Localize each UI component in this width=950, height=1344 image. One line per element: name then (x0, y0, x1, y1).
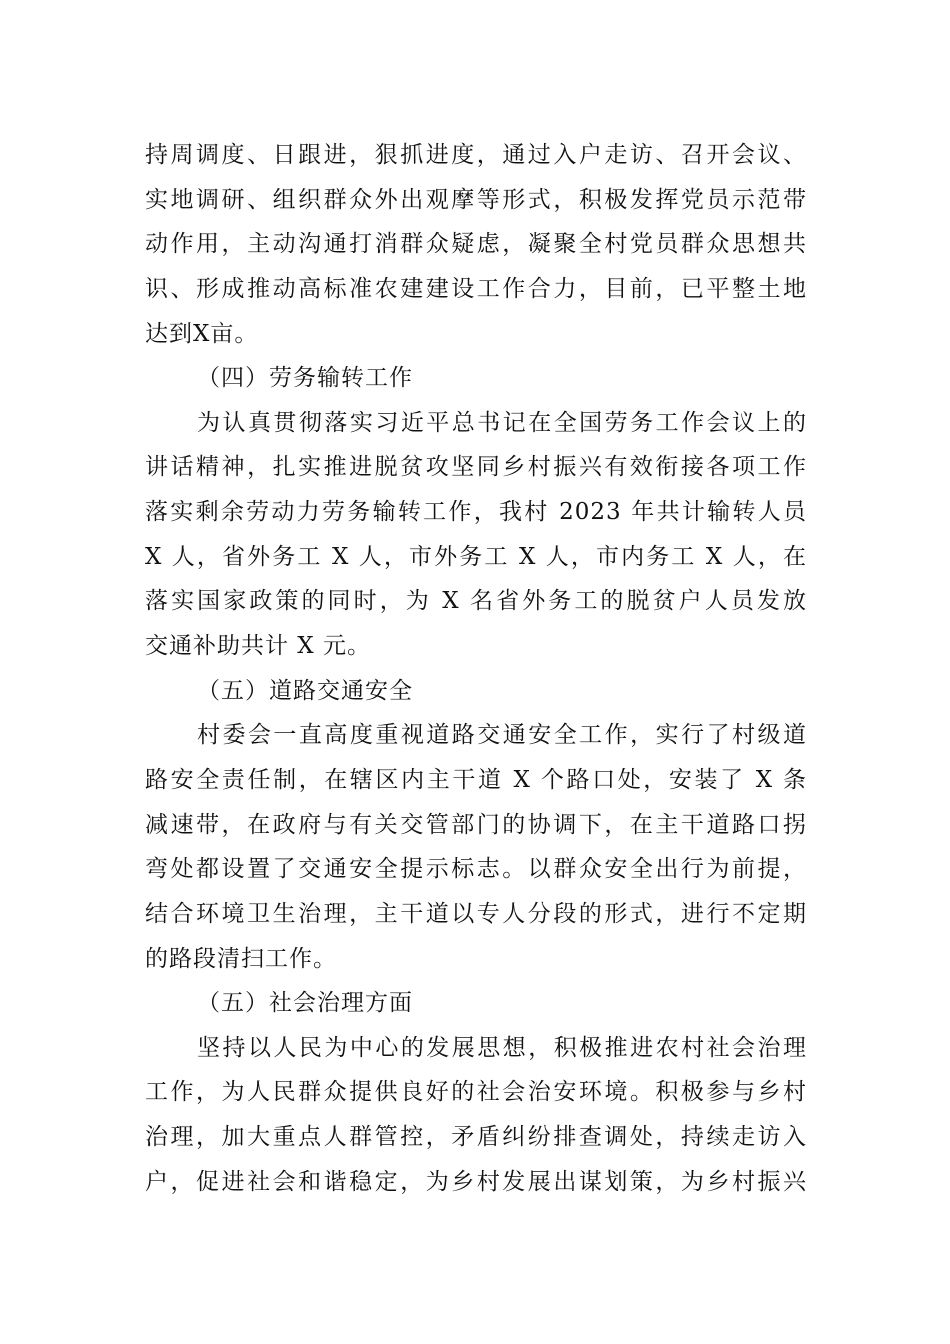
text-line: （五）道路交通安全 (197, 677, 413, 704)
text-line: 落实国家政策的同时，为 X 名省外务工的脱贫户人员发放 (145, 588, 807, 615)
section-heading (145, 356, 807, 401)
paragraph (145, 133, 807, 356)
text-line: 实地调研、组织群众外出观摩等形式，积极发挥党员示范带 (145, 186, 807, 213)
text-line: 识、形成推动高标准农建建设工作合力，目前，已平整土地 (145, 275, 807, 302)
text-line: 路安全责任制，在辖区内主干道 X 个路口处，安装了 X 条 (145, 766, 807, 793)
section-heading (145, 981, 807, 1026)
text-line: 户，促进社会和谐稳定，为乡村发展出谋划策，为乡村振兴 (145, 1168, 807, 1195)
text-line: 落实剩余劳动力劳务输转工作，我村 2023 年共计输转人员 (145, 499, 807, 526)
text-line: 的路段清扫工作。 (145, 945, 337, 972)
text-line: 持周调度、日跟进，狠抓进度，通过入户走访、召开会议、 (145, 142, 807, 168)
text-line: 交通补助共计 X 元。 (145, 633, 371, 660)
paragraph (145, 401, 807, 669)
text-line: 减速带，在政府与有关交管部门的协调下，在主干道路口拐 (145, 811, 807, 838)
text-line: 坚持以人民为中心的发展思想，积极推进农村社会治理 (197, 1034, 807, 1061)
text-line: 治理，加大重点人群管控，矛盾纠纷排查调处，持续走访入 (145, 1124, 807, 1151)
text-line: 弯处都设置了交通安全提示标志。以群众安全出行为前提， (145, 856, 807, 883)
text-line: 村委会一直高度重视道路交通安全工作，实行了村级道 (197, 722, 807, 749)
text-line: 动作用，主动沟通打消群众疑虑，凝聚全村党员群众思想共 (145, 231, 807, 258)
paragraph (145, 1026, 807, 1205)
text-line: （四）劳务输转工作 (197, 365, 413, 392)
text-line: 工作，为人民群众提供良好的社会治安环境。积极参与乡村 (145, 1079, 807, 1106)
text-line: X 人，省外务工 X 人，市外务工 X 人，市内务工 X 人，在 (145, 543, 807, 570)
paragraph (145, 713, 807, 981)
text-line: 达到X亩。 (145, 320, 259, 347)
section-heading (145, 669, 807, 714)
document-page (145, 133, 807, 1204)
text-line: 为认真贯彻落实习近平总书记在全国劳务工作会议上的 (197, 409, 807, 436)
text-line: 讲话精神，扎实推进脱贫攻坚同乡村振兴有效衔接各项工作 (145, 454, 807, 481)
text-line: （五）社会治理方面 (197, 990, 413, 1017)
text-line: 结合环境卫生治理，主干道以专人分段的形式，进行不定期 (145, 900, 807, 927)
